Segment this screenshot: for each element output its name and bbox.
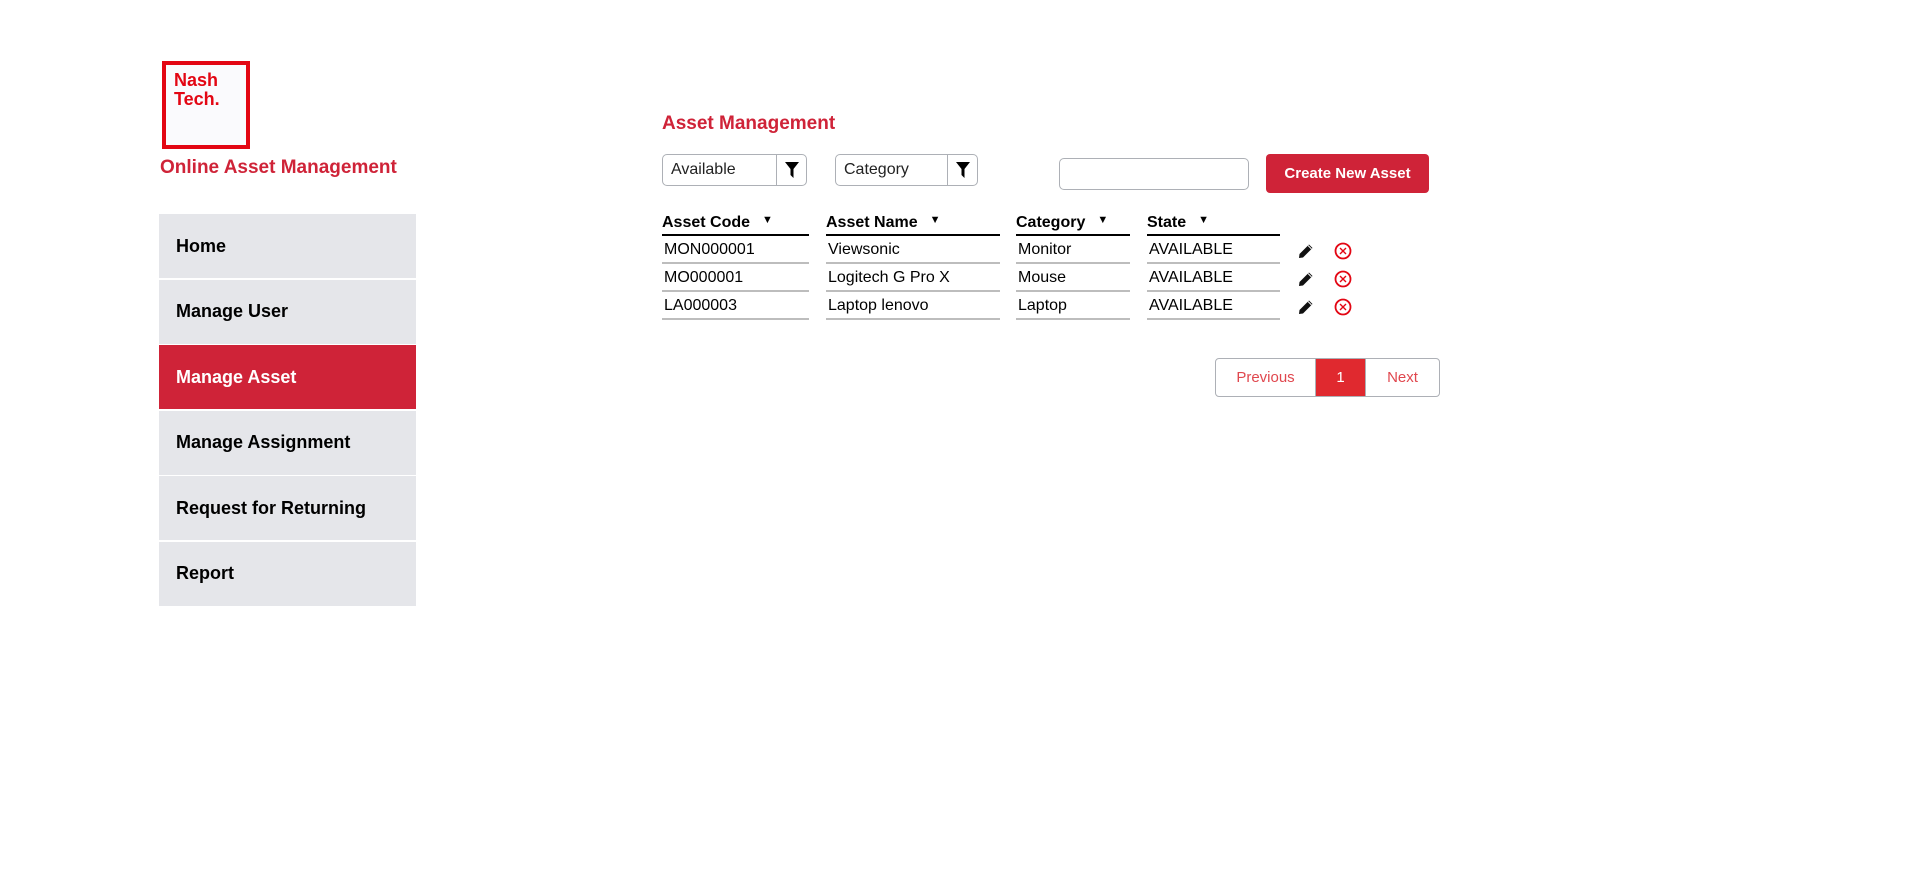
search-input[interactable] (1060, 159, 1271, 189)
sidebar-item-label: Report (176, 563, 234, 583)
next-page-button[interactable]: Next (1365, 359, 1439, 396)
sidebar-item-request-for-returning[interactable] (159, 476, 416, 540)
previous-page-button[interactable]: Previous (1216, 359, 1316, 396)
sidebar-item-report[interactable] (159, 542, 416, 606)
table-cell: AVAILABLE (1147, 238, 1280, 264)
delete-circle-x-icon[interactable] (1332, 268, 1354, 290)
pagination (1215, 358, 1440, 397)
create-new-asset-button[interactable]: Create New Asset (1266, 154, 1429, 193)
filter-icon[interactable] (776, 155, 806, 185)
logo-text: Nash (174, 70, 219, 90)
table-cell: LA000003 (662, 294, 809, 320)
column-header-label: State (1147, 214, 1187, 231)
sort-caret-icon[interactable]: ▼ (1097, 214, 1109, 226)
sidebar-item-label: Home (176, 235, 227, 256)
table-cell: MON000001 (662, 238, 809, 264)
sidebar-item-label: Manage Assignment (176, 432, 351, 452)
search-box (1059, 158, 1249, 190)
category-filter[interactable] (835, 154, 978, 186)
edit-pencil-icon[interactable] (1295, 296, 1317, 318)
category-filter-value: Category (844, 161, 909, 178)
sort-caret-icon[interactable]: ▼ (1198, 214, 1210, 226)
state-filter[interactable] (662, 154, 807, 186)
table-cell: AVAILABLE (1147, 294, 1280, 320)
column-header-asset-name[interactable] (826, 213, 1000, 236)
table-cell: Logitech G Pro X (826, 266, 1000, 292)
sidebar-item-label: Manage Asset (176, 366, 297, 387)
edit-pencil-icon[interactable] (1295, 240, 1317, 262)
state-filter-value: Available (671, 161, 736, 178)
filter-icon[interactable] (947, 155, 977, 185)
column-header-label: Asset Code (662, 214, 751, 231)
table-cell: Laptop lenovo (826, 294, 1000, 320)
logo-text: Tech. (174, 89, 220, 109)
page-title: Asset Management (662, 113, 836, 134)
delete-circle-x-icon[interactable] (1332, 240, 1354, 262)
column-header-asset-code[interactable] (662, 213, 809, 236)
table-cell: AVAILABLE (1147, 266, 1280, 292)
sidebar-item-manage-asset[interactable] (159, 345, 416, 409)
column-header-state[interactable] (1147, 213, 1280, 236)
column-header-category[interactable] (1016, 213, 1130, 236)
sidebar-item-label: Request for Returning (176, 497, 367, 518)
table-cell: Laptop (1016, 294, 1130, 320)
app-title: Online Asset Management (160, 157, 397, 178)
sort-caret-icon[interactable]: ▼ (762, 214, 773, 226)
table-cell: Monitor (1016, 238, 1130, 264)
column-header-label: Category (1016, 214, 1086, 231)
sidebar-item-label: Manage User (176, 301, 289, 321)
delete-circle-x-icon[interactable] (1332, 296, 1354, 318)
sidebar-item-manage-user[interactable] (159, 280, 416, 344)
sort-caret-icon[interactable]: ▼ (929, 214, 941, 226)
sidebar-item-manage-assignment[interactable] (159, 411, 416, 475)
table-cell: MO000001 (662, 266, 809, 292)
sidebar-item-home[interactable] (159, 214, 416, 278)
page-1-button[interactable]: 1 (1316, 359, 1365, 396)
edit-pencil-icon[interactable] (1295, 268, 1317, 290)
column-header-label: Asset Name (826, 214, 918, 231)
table-cell: Mouse (1016, 266, 1130, 292)
table-cell: Viewsonic (826, 238, 1000, 264)
nashtech-logo (162, 61, 250, 149)
